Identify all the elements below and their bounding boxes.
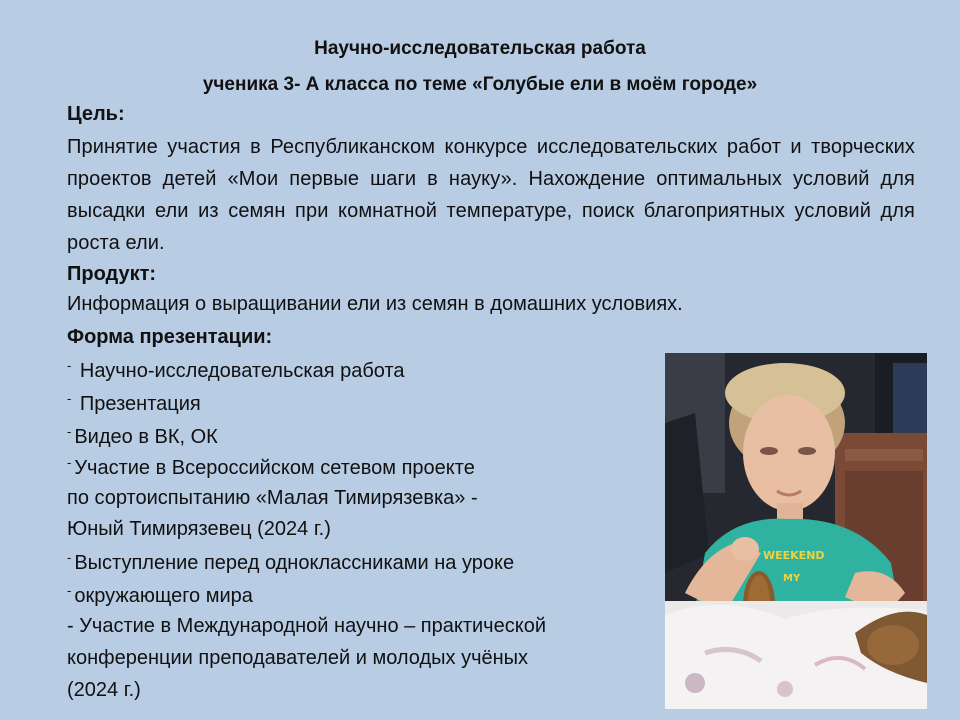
list-item-classmates-talk-line-2: [67, 583, 253, 608]
list-item-conference-line-3: (2024 г.): [67, 679, 141, 701]
list-item-classmates-talk: [67, 550, 514, 575]
presentation-form-heading: Форма презентации:: [67, 326, 273, 348]
list-item-text: окружающего мира: [74, 585, 253, 607]
list-item-network-project-line-3: Юный Тимирязевец (2024 г.): [67, 518, 331, 540]
list-item-network-project: [67, 455, 475, 480]
list-item-conference-line-2: конференции преподавателей и молодых учёных: [67, 647, 529, 669]
list-item-conference: - Участие в Международной научно – практической: [67, 615, 546, 637]
slide-title-line-2: ученика 3- А класса по теме «Голубые ели в моём городе»: [202, 74, 758, 95]
list-item-research-work: [67, 358, 405, 383]
list-item-presentation: [67, 391, 201, 416]
list-item-text: Презентация: [74, 393, 201, 415]
list-item-network-project-line-2: по сортоиспытанию «Малая Тимирязевка» -: [67, 487, 478, 509]
dash-marker: -: [67, 583, 72, 598]
dash-marker: -: [67, 455, 72, 470]
shirt-print-text: WEEKEND: [763, 549, 825, 562]
list-item-text: Выступление перед одноклассниками на уроке: [74, 552, 515, 574]
dash-marker: -: [67, 424, 72, 439]
boy-with-pinecone-photo: [665, 353, 927, 709]
dash-marker: -: [67, 358, 72, 373]
dash-marker: -: [67, 391, 72, 406]
product-heading: Продукт:: [67, 263, 157, 285]
list-item-text: Видео в ВК, ОК: [74, 426, 218, 448]
list-item-text: Участие в Всероссийском сетевом проекте: [74, 457, 475, 479]
dash-marker: -: [67, 550, 72, 565]
list-item-text: Научно-исследовательская работа: [74, 360, 405, 382]
shirt-print-text: MY: [783, 573, 801, 584]
list-item-video: [67, 424, 218, 449]
goal-heading: Цель:: [67, 103, 125, 125]
goal-text: Принятие участия в Республиканском конкурсе исследовательских работ и творческих проектов детей «Мои первые шаги в науку». Нахождение оптимальных условий для высадки ели из семян при комнатной температуре, поиск благоприятных условий для роста ели.: [67, 136, 915, 254]
product-text: Информация о выращивании ели из семян в домашних условиях.: [67, 293, 683, 315]
slide-title-line-1: Научно-исследовательская работа: [314, 38, 646, 59]
